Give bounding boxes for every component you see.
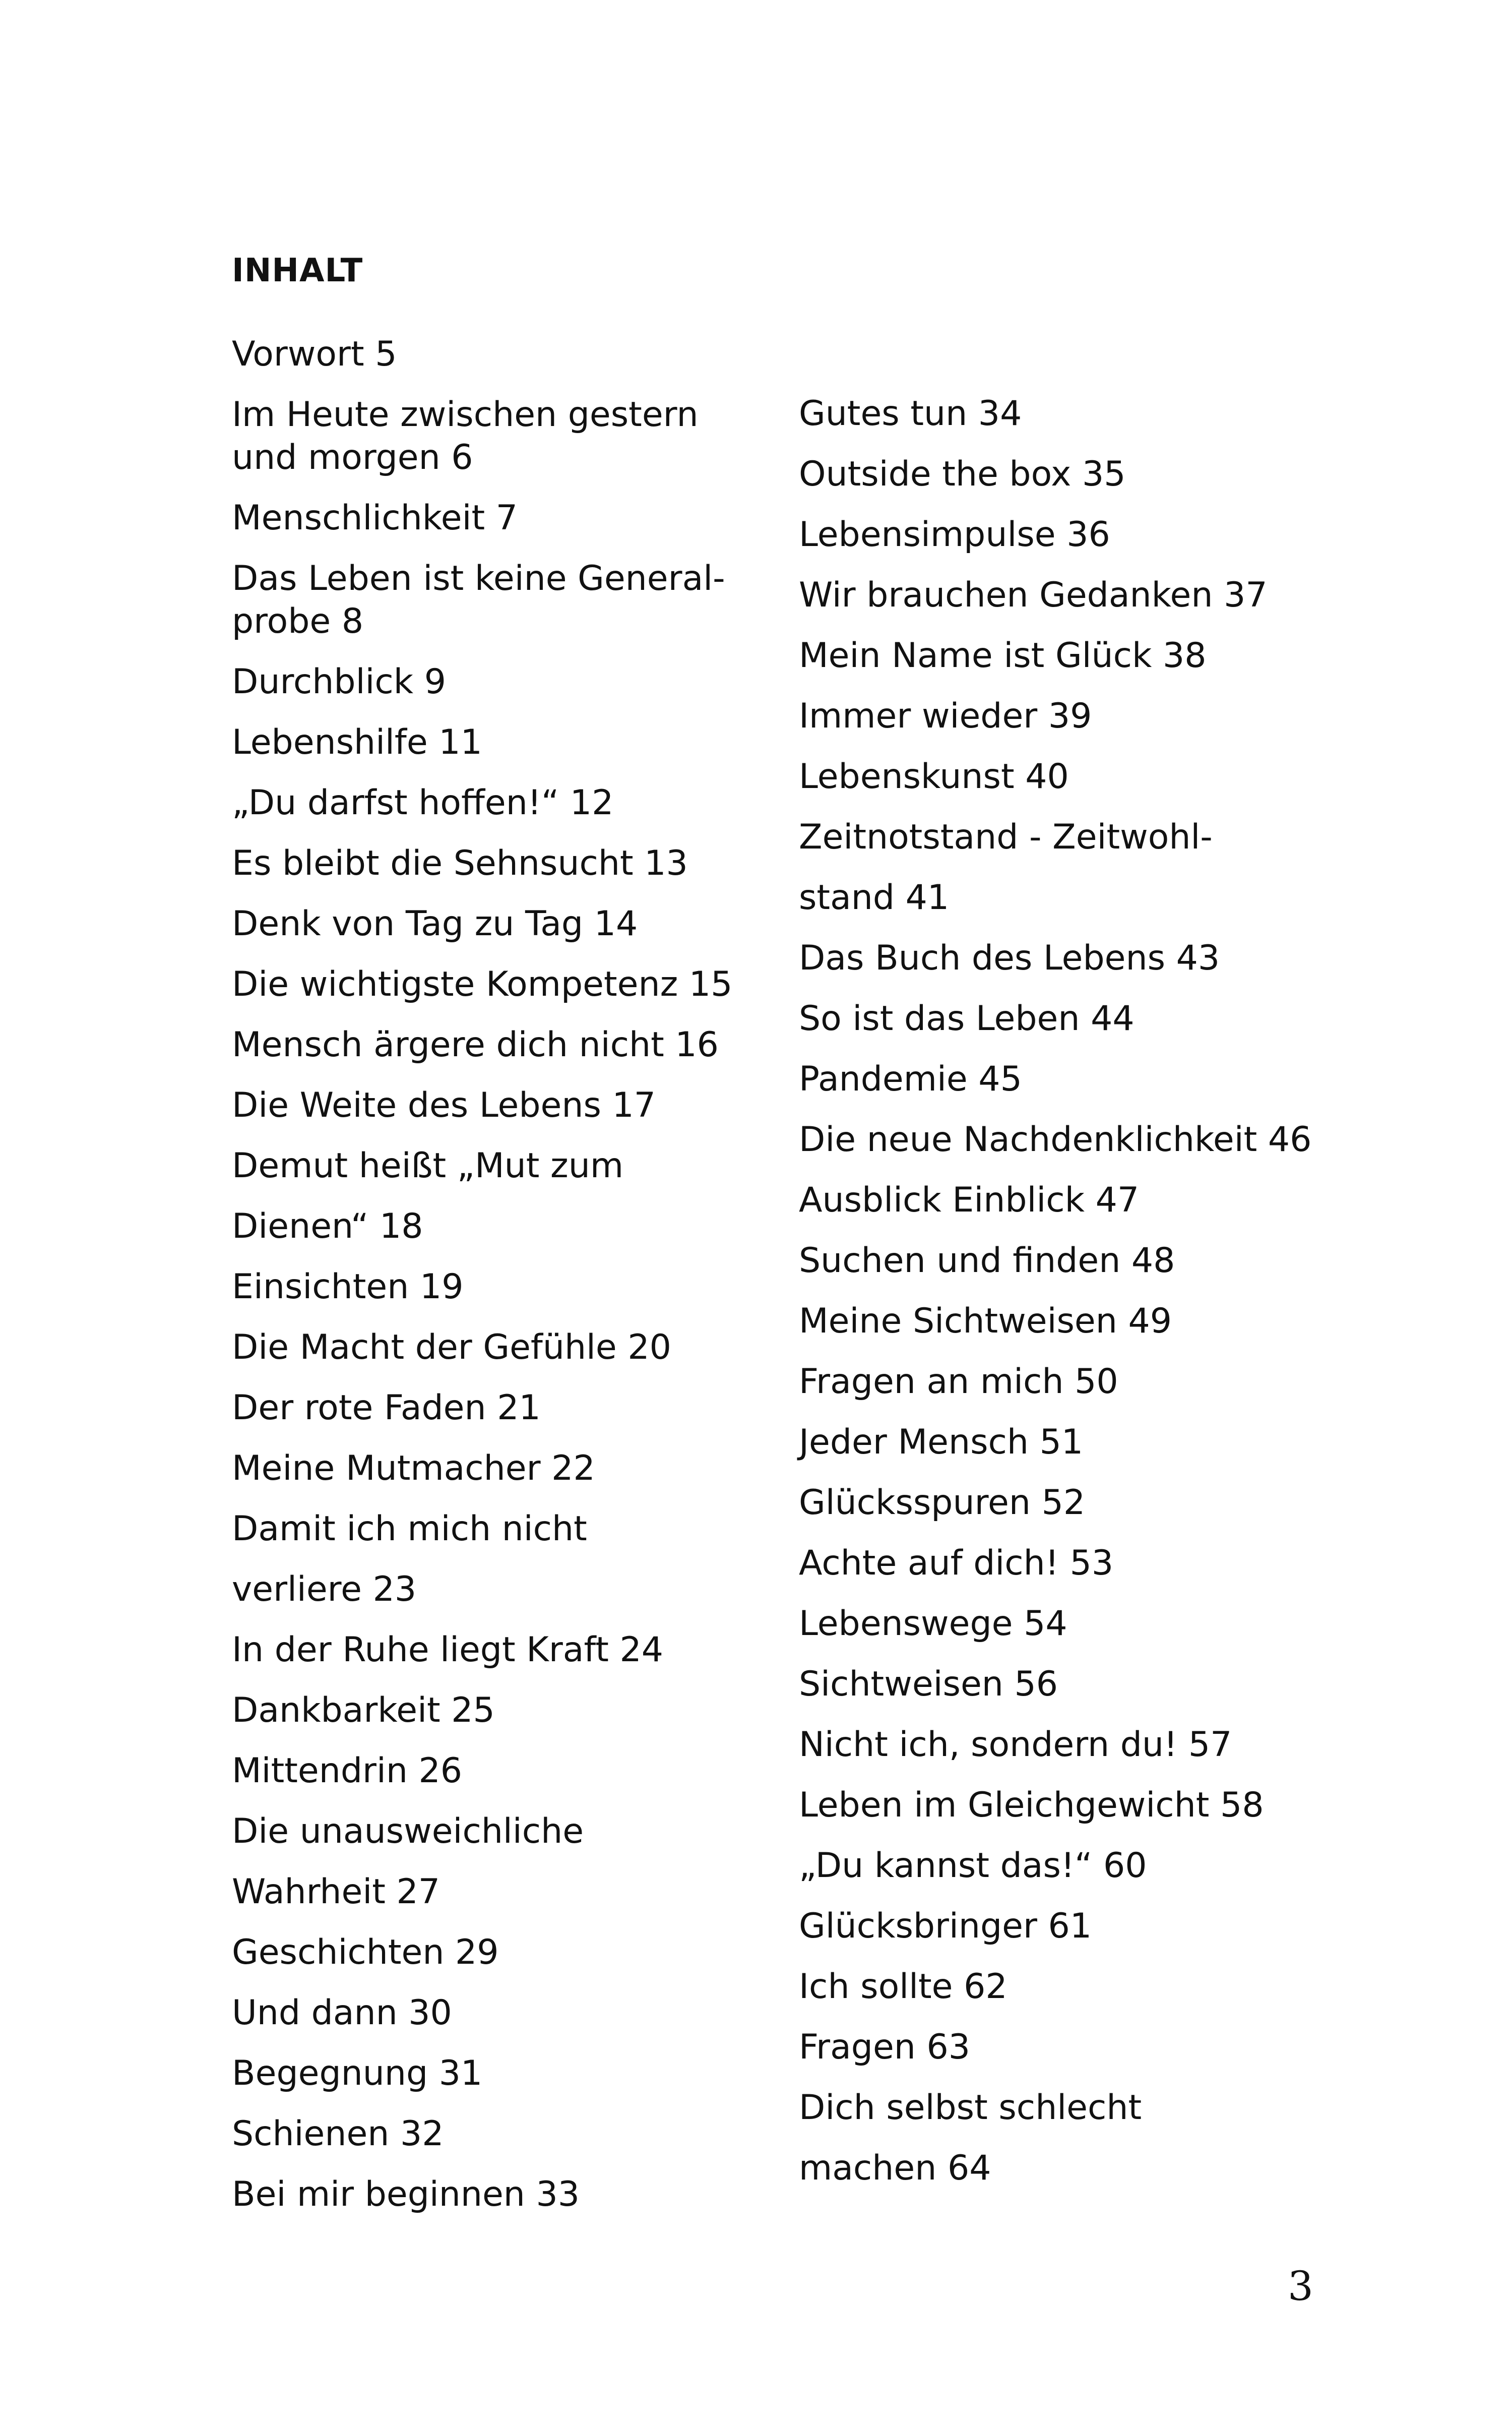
toc-entry: Dienen“ 18 xyxy=(232,1206,423,1246)
toc-entry: Einsichten 19 xyxy=(232,1267,464,1307)
toc-entry: Dich selbst schlecht xyxy=(799,2088,1142,2128)
toc-entry: Pandemie 45 xyxy=(799,1059,1022,1099)
toc-entry: „Du darfst hoffen!“ 12 xyxy=(232,783,614,823)
toc-entry: Wahrheit 27 xyxy=(232,1872,440,1912)
toc-entry: Die wichtigste Kompetenz 15 xyxy=(232,964,733,1004)
toc-entry: verliere 23 xyxy=(232,1569,417,1609)
toc-entry: Es bleibt die Sehnsucht 13 xyxy=(232,843,688,883)
toc-entry: Meine Sichtweisen 49 xyxy=(799,1301,1172,1341)
toc-entry: Ich sollte 62 xyxy=(799,1967,1007,2007)
toc-entry: Gutes tun 34 xyxy=(799,394,1022,434)
toc-entry: Demut heißt „Mut zum xyxy=(232,1146,624,1186)
toc-left-column xyxy=(232,333,766,2233)
toc-entry: Mein Name ist Glück 38 xyxy=(799,636,1207,676)
toc-entry: Damit ich mich nicht xyxy=(232,1509,587,1549)
toc-entry: stand 41 xyxy=(799,878,950,918)
toc-entry: Lebensimpulse 36 xyxy=(799,515,1110,555)
toc-entry: Begegnung 31 xyxy=(232,2053,483,2093)
toc-entry: Die Weite des Lebens 17 xyxy=(232,1085,656,1125)
toc-right-column xyxy=(799,392,1404,2207)
toc-entry: Menschlichkeit 7 xyxy=(232,498,518,538)
toc-entry: Der rote Faden 21 xyxy=(232,1388,541,1428)
toc-entry: So ist das Leben 44 xyxy=(799,999,1135,1039)
toc-entry: Fragen an mich 50 xyxy=(799,1362,1118,1402)
toc-entry: Mittendrin 26 xyxy=(232,1751,463,1791)
toc-entry: Achte auf dich! 53 xyxy=(799,1543,1114,1583)
toc-entry: Glücksspuren 52 xyxy=(799,1483,1086,1523)
toc-entry: Sichtweisen 56 xyxy=(799,1664,1058,1704)
toc-entry: Im Heute zwischen gestern und morgen 6 xyxy=(232,395,699,477)
toc-entry: Jeder Mensch 51 xyxy=(799,1422,1084,1462)
toc-entry: Lebenswege 54 xyxy=(799,1604,1067,1644)
toc-entry: In der Ruhe liegt Kraft 24 xyxy=(232,1630,664,1670)
toc-entry: Die neue Nachdenklichkeit 46 xyxy=(799,1120,1312,1160)
toc-entry: „Du kannst das!“ 60 xyxy=(799,1846,1147,1886)
toc-entry: Suchen und finden 48 xyxy=(799,1241,1175,1281)
toc-entry: Durchblick 9 xyxy=(232,662,446,702)
toc-entry: Lebenshilfe 11 xyxy=(232,722,482,762)
toc-entry: Schienen 32 xyxy=(232,2114,444,2154)
toc-entry: Geschichten 29 xyxy=(232,1932,499,1972)
toc-entry: Outside the box 35 xyxy=(799,454,1126,494)
toc-entry: Lebenskunst 40 xyxy=(799,757,1069,797)
toc-entry: Immer wieder 39 xyxy=(799,696,1092,736)
page-title: INHALT xyxy=(232,252,363,289)
toc-entry: Bei mir beginnen 33 xyxy=(232,2174,580,2214)
toc-entry: Glücksbringer 61 xyxy=(799,1906,1092,1946)
toc-entry: Vorwort 5 xyxy=(232,334,397,374)
toc-entry: Meine Mutmacher 22 xyxy=(232,1448,595,1488)
toc-entry: Fragen 63 xyxy=(799,2027,971,2067)
toc-entry: Dankbarkeit 25 xyxy=(232,1690,495,1730)
toc-entry: Denk von Tag zu Tag 14 xyxy=(232,904,638,944)
toc-entry: Ausblick Einblick 47 xyxy=(799,1180,1140,1220)
toc-entry: Mensch ärgere dich nicht 16 xyxy=(232,1025,719,1065)
toc-entry: Die Macht der Gefühle 20 xyxy=(232,1327,671,1367)
toc-entry: Und dann 30 xyxy=(232,1993,452,2033)
toc-entry: Wir brauchen Gedanken 37 xyxy=(799,575,1268,615)
toc-entry: Leben im Gleichgewicht 58 xyxy=(799,1785,1264,1825)
toc-entry: Die unausweichliche xyxy=(232,1811,584,1851)
toc-entry: Das Buch des Lebens 43 xyxy=(799,938,1220,978)
toc-entry: machen 64 xyxy=(799,2148,991,2188)
toc-entry: Zeitnotstand - Zeitwohl- xyxy=(799,817,1213,857)
toc-entry: Das Leben ist keine General- probe 8 xyxy=(232,559,725,641)
page-number: 3 xyxy=(1288,2263,1313,2310)
toc-entry: Nicht ich, sondern du! 57 xyxy=(799,1725,1232,1765)
